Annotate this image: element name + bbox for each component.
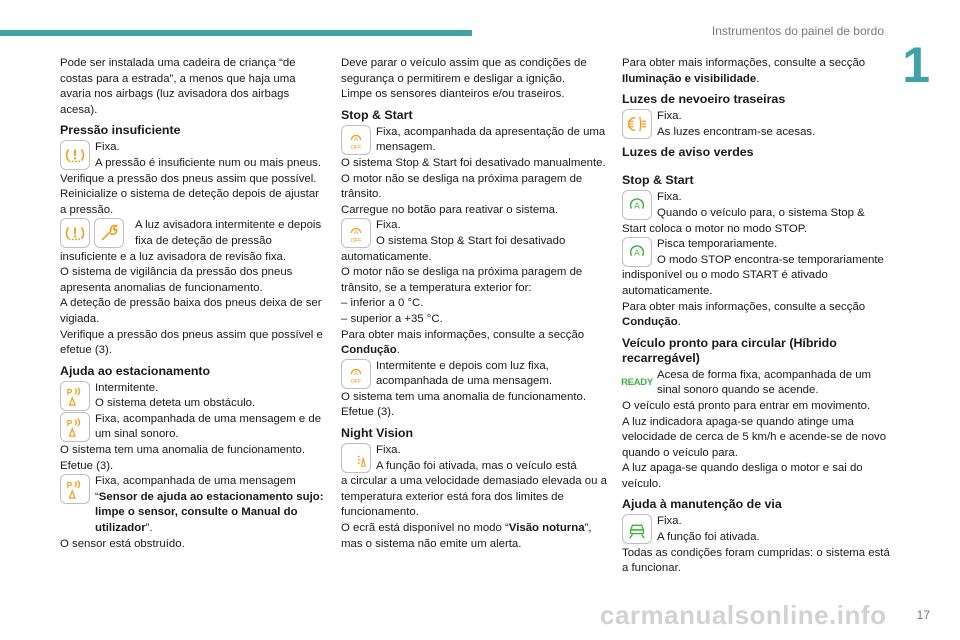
- text-run: .: [677, 316, 681, 329]
- page-number: 17: [916, 608, 930, 622]
- item-text: [95, 474, 328, 536]
- bold-text: Iluminação e visibilidade: [622, 72, 757, 85]
- stop-start-off-icon: [341, 359, 371, 389]
- text-run: a circular a uma velocidade demasiado elevada ou a temperatura exterior está fora dos limites de funcionamento. O ecrã está disponível no modo “: [341, 475, 607, 535]
- parking-sensor-icon: [60, 474, 90, 504]
- column-1: [60, 56, 328, 552]
- text-run: .: [396, 344, 400, 357]
- header-accent-bar: [0, 30, 472, 36]
- item-text: Fixa. A função foi ativada.: [657, 515, 760, 544]
- paragraph: [622, 56, 890, 87]
- tire-pressure-warning-icon: [60, 218, 90, 248]
- list-item: [341, 359, 609, 390]
- column-3: [622, 56, 890, 577]
- item-text: A luz avisadora intermitente e depois fixa de deteção de pressão: [135, 219, 322, 247]
- list-item: [60, 474, 328, 536]
- paragraph: Todas as condições foram cumpridas: o sistema está a funcionar.: [622, 546, 890, 575]
- text-run: Fixa, acompanhada de uma mensagem “: [95, 475, 296, 503]
- paragraph: O sistema tem uma anomalia de funcionamento. Efetue (3).: [341, 390, 587, 419]
- list-item: [60, 412, 328, 443]
- watermark: carmanualsonline.info: [600, 600, 887, 630]
- bold-text: Sensor de ajuda ao estacionamento sujo: limpe o sensor, consulte o Manual do utilizador: [95, 490, 324, 535]
- paragraph: [341, 474, 609, 552]
- off-label: OFF: [350, 378, 362, 385]
- stop-start-letter: A: [353, 135, 359, 143]
- paragraph: O sistema tem uma anomalia de funcionamento. Efetue (3).: [60, 444, 306, 472]
- stop-start-letter: A: [634, 248, 640, 258]
- item-text: Fixa. Quando o veículo para, o sistema Stop &: [657, 191, 865, 219]
- service-wrench-icon: [94, 218, 124, 248]
- paragraph: [341, 250, 609, 359]
- paragraph: Start coloca o motor no modo STOP.: [622, 222, 808, 235]
- heading-veiculo-pronto: Veículo pronto para circular (Híbrido recarregável): [622, 335, 837, 365]
- heading-luzes-nevoeiro: Luzes de nevoeiro traseiras: [622, 92, 786, 107]
- list-item: [60, 381, 328, 412]
- parking-sensor-icon: [60, 381, 90, 411]
- heading-pressao-insuficiente: Pressão insuficiente: [60, 123, 181, 138]
- list-item: [341, 218, 609, 249]
- heading-manutencao-via: Ajuda à manutenção de via: [622, 497, 782, 512]
- text-run: indisponível ou o modo START é ativado automaticamente. Para obter mais informações, consulte a secção: [622, 269, 866, 313]
- paragraph: insuficiente e a luz avisadora de revisão fixa. O sistema de vigilância da pressão dos pneus apresenta anomalias de funcionamento. A deteção de pressão baixa dos pneus deixa de ser vigiada. Verifique a pressão dos pneus assim que possível e efetue (3).: [60, 250, 323, 357]
- item-text: Fixa, acompanhada de uma mensagem e de um sinal sonoro.: [95, 412, 322, 441]
- list-item: [341, 125, 609, 156]
- item-text: Fixa. A pressão é insuficiente num ou mais pneus.: [95, 141, 322, 169]
- icon-group: [60, 218, 130, 249]
- list-item: [60, 218, 328, 249]
- text-run: automaticamente. O motor não se desliga na próxima paragem de trânsito, se a temperatura exterior for: – inferior a 0 °C. – superior a +35 °C. Para obter mais informações, consulte a secção: [341, 250, 585, 341]
- item-text: Fixa, acompanhada da apresentação de uma mensagem.: [376, 125, 606, 154]
- off-label: OFF: [350, 238, 362, 245]
- tire-pressure-warning-icon: [60, 140, 90, 170]
- list-item: [622, 237, 890, 268]
- paragraph: Deve parar o veículo assim que as condições de segurança o permitirem e desligar a ignição. Limpe os sensores dianteiros e/ou traseiros.: [341, 57, 587, 101]
- stop-start-off-icon: [341, 125, 371, 155]
- lane-keeping-icon: [622, 514, 652, 544]
- section-header: Instrumentos do painel de bordo: [711, 24, 884, 38]
- bold-text: Condução: [622, 316, 678, 329]
- stop-start-letter: A: [634, 202, 640, 212]
- heading-stop-start: Stop & Start: [341, 107, 413, 122]
- list-item: [622, 368, 890, 399]
- text-run: .: [756, 72, 760, 85]
- heading-stop-start: Stop & Start: [622, 173, 694, 188]
- heading-night-vision: Night Vision: [341, 426, 414, 441]
- rear-fog-light-icon: [622, 109, 652, 139]
- paragraph: [622, 268, 890, 330]
- item-text: Intermitente e depois com luz fixa, acompanhada de uma mensagem.: [376, 359, 553, 388]
- night-vision-icon: [341, 443, 371, 473]
- item-text: Pisca temporariamente. O modo STOP encontra-se temporariamente: [657, 238, 884, 266]
- paragraph: Pode ser instalada uma cadeira de criança “de costas para a estrada”, a menos que haja uma avaria nos airbags (luz avisadora dos airbags acesa).: [60, 57, 296, 116]
- text-run: Para obter mais informações, consulte a secção: [622, 57, 866, 69]
- bold-text: Visão noturna: [508, 522, 585, 535]
- stop-start-letter: A: [353, 369, 359, 377]
- stop-start-icon: [622, 190, 652, 220]
- text-run: ”.: [145, 522, 153, 535]
- off-label: OFF: [350, 144, 362, 151]
- svg-text:P: P: [66, 387, 73, 397]
- item-text: Fixa. As luzes encontram-se acesas.: [657, 110, 816, 138]
- list-item: [622, 109, 890, 140]
- bold-text: Condução: [341, 344, 397, 357]
- paragraph: O veículo está pronto para entrar em movimento. A luz indicadora apaga-se quando atinge uma velocidade de cerca de 5 km/h e acende-se de novo quando o veículo para. A luz apaga-se quando desliga o motor e sai do veículo.: [622, 399, 887, 490]
- text-run: ”, mas o sistema não emite um alerta.: [341, 522, 592, 550]
- list-item: [60, 140, 328, 171]
- svg-text:P: P: [66, 481, 73, 491]
- list-item: [622, 190, 890, 221]
- item-text: Intermitente. O sistema deteta um obstáculo.: [95, 381, 256, 410]
- stop-start-letter: A: [353, 229, 359, 237]
- ready-label: READY: [621, 376, 653, 388]
- paragraph: O sensor está obstruído.: [60, 537, 185, 550]
- item-text: Fixa. A função foi ativada, mas o veículo está: [376, 444, 577, 472]
- item-text: Fixa. O sistema Stop & Start foi desativado: [376, 219, 566, 247]
- column-2: [341, 56, 609, 552]
- paragraph: Verifique a pressão dos pneus assim que possível. Reinicialize o sistema de deteção depois de ajustar a pressão.: [60, 172, 319, 216]
- ready-icon: [622, 368, 652, 398]
- list-item: [622, 514, 890, 545]
- list-item: [341, 443, 609, 474]
- heading-ajuda-estacionamento: Ajuda ao estacionamento: [60, 363, 211, 378]
- heading-luzes-verdes: Luzes de aviso verdes: [622, 145, 754, 160]
- paragraph: O sistema Stop & Start foi desativado manualmente. O motor não se desliga na próxima paragem de trânsito. Carregue no botão para reativar o sistema.: [341, 156, 606, 216]
- svg-text:P: P: [66, 418, 73, 428]
- chapter-number: 1: [902, 37, 930, 93]
- parking-sensor-icon: [60, 412, 90, 442]
- item-text: Acesa de forma fixa, acompanhada de um sinal sonoro quando se acende.: [657, 368, 872, 397]
- stop-start-icon: [622, 237, 652, 267]
- stop-start-off-icon: [341, 218, 371, 248]
